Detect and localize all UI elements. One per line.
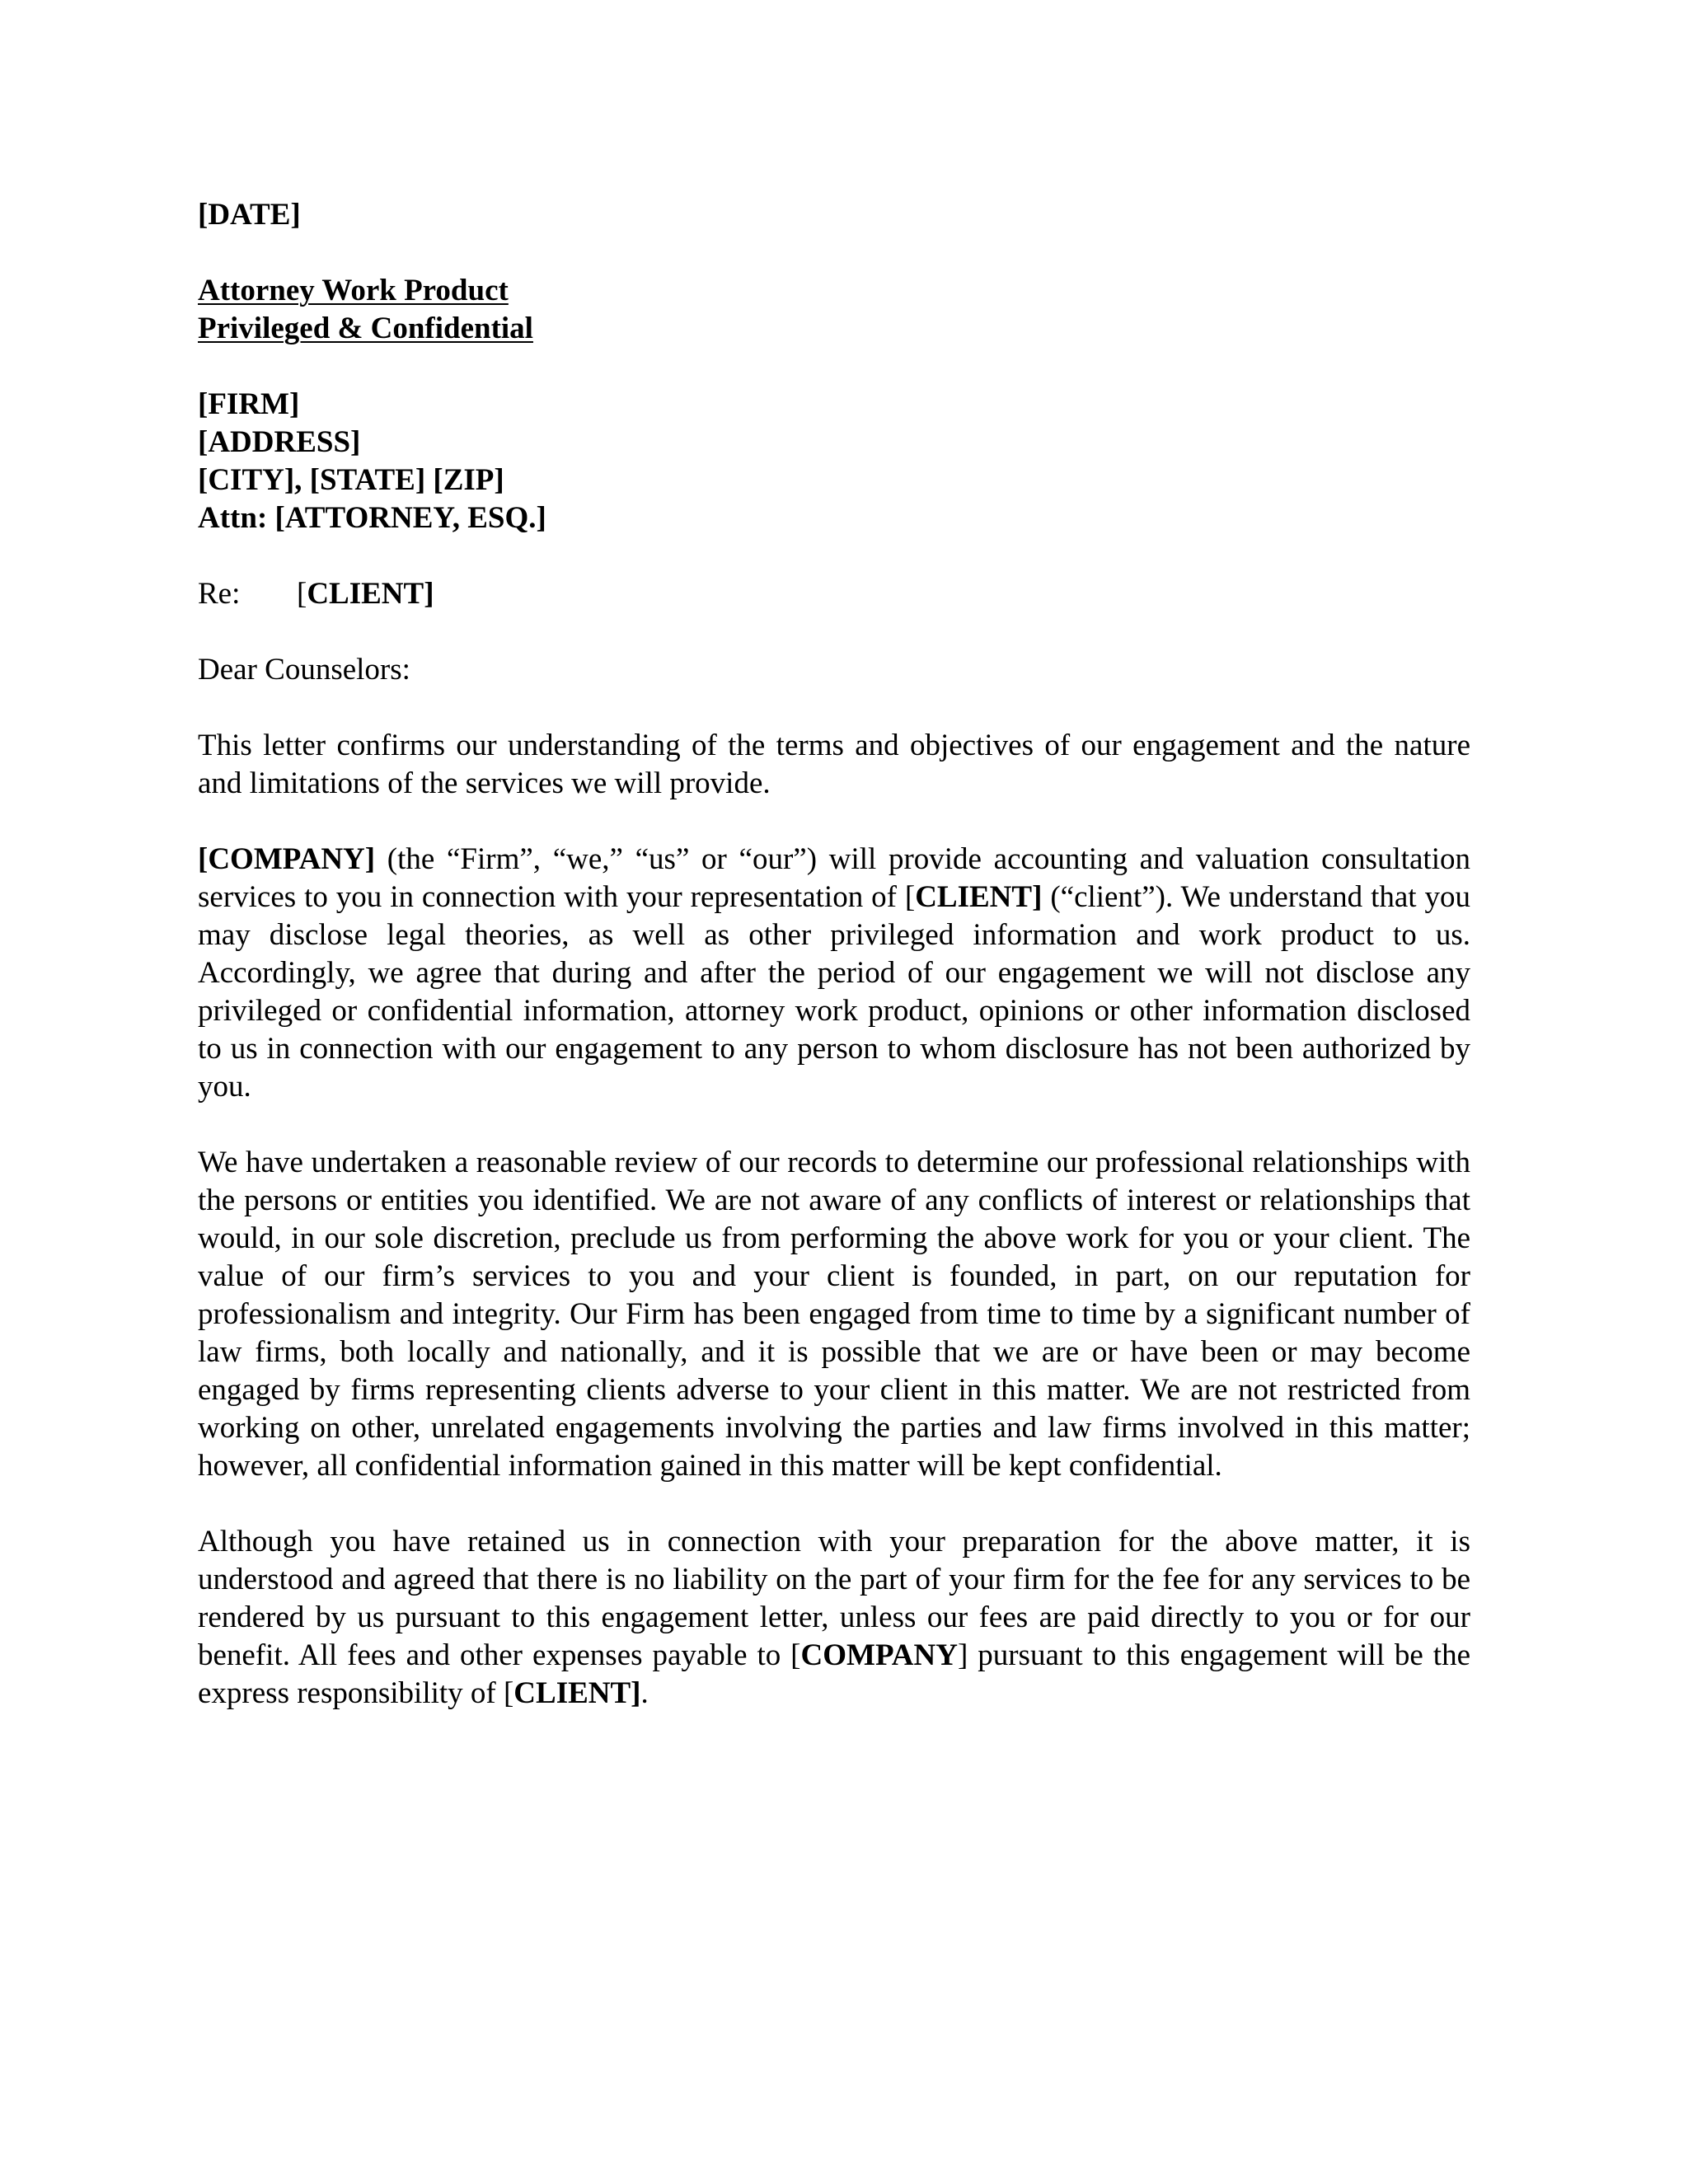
paragraph-services (198, 841, 1470, 1106)
privilege-line-confidential: Privileged & Confidential (198, 312, 533, 345)
re-label: Re: (198, 577, 241, 611)
address-city-state-zip: [CITY], [STATE] [ZIP] (198, 463, 504, 497)
letter-page (198, 196, 1470, 1750)
p4-text-a: Although you have retained us in connection with your preparation for the above matter, it is understood and agreed that there is no liability on the part of your firm for the fee for any services to be rendered by us pursuant to this engagement letter, unless our fees are paid directly to you or for our benefit. All fees and other expenses payable to [ (198, 1525, 1470, 1672)
p2-company: [COMPANY] (198, 842, 376, 876)
re-bracket: [ (297, 577, 307, 611)
paragraph-intro: This letter confirms our understanding of the terms and objectives of our engagement and the nature and limitations of the services we will provide. (198, 729, 1470, 800)
p2-text-a: (the “Firm”, “we,” “us” or “our”) will provide accounting and valuation consultation services to you in connection with your representation of [ (198, 842, 1470, 914)
address-street: [ADDRESS] (198, 425, 361, 459)
salutation: Dear Counselors: (198, 653, 410, 687)
paragraph-conflicts: We have undertaken a reasonable review of our records to determine our professional relationships with the persons or entities you identified. We are not aware of any conflicts of interest or relationships that would, in our sole discretion, preclude us from performing the above work for you or your client. The value of our firm’s services to you and your client is founded, in part, on our reputation for professionalism and integrity. Our Firm has been engaged from time to time by a significant number of law firms, both locally and nationally, and it is possible that we are or have been or may become engaged by firms representing clients adverse to your client in this matter. We are not restricted from working on other, unrelated engagements involving the parties and law firms involved in this matter; however, all confidential information gained in this matter will be kept confidential. (198, 1146, 1470, 1483)
address-firm: [FIRM] (198, 387, 300, 421)
address-attn: Attn: [ATTORNEY, ESQ.] (198, 501, 546, 535)
p2-text-b: (“client”). We understand that you may disclose legal theories, as well as other privileged information and work product to us. Accordingly, we agree that during and after the period of our engagement we will not disclose any privileged or confidential information, attorney work product, opinions or other information disclosed to us in connection with our engagement to any person to whom disclosure has not been authorized by you. (198, 880, 1470, 1104)
privilege-header (198, 272, 1470, 348)
recipient-address (198, 386, 1470, 537)
p4-company: COMPANY (800, 1638, 958, 1672)
privilege-line-work-product: Attorney Work Product (198, 274, 509, 307)
paragraph-fees (198, 1523, 1470, 1713)
re-line (198, 575, 1470, 613)
p4-text-b: ] pursuant to this engagement will be the express responsibility of [ (198, 1638, 1471, 1710)
p4-client: CLIENT] (513, 1676, 641, 1710)
re-client: CLIENT] (307, 577, 434, 611)
p2-client: CLIENT] (915, 880, 1043, 914)
letter-date: [DATE] (198, 198, 301, 232)
p4-text-c: . (640, 1676, 649, 1710)
